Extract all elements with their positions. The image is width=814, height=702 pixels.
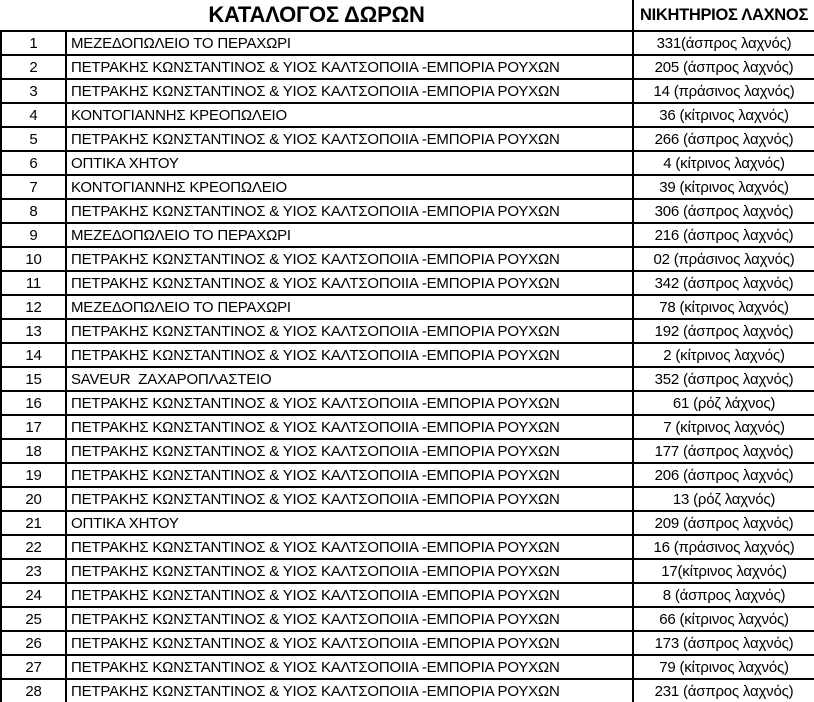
row-number-cell: 23 [1,559,66,583]
table-row [1,391,814,415]
row-number-cell: 26 [1,631,66,655]
shop-name-cell: ΚΟΝΤΟΓΙΑΝΝΗΣ ΚΡΕΟΠΩΛΕΙΟ [66,103,633,127]
table-row [1,439,814,463]
winning-ticket-cell: 352 (άσπρος λαχνός) [633,367,814,391]
row-number-cell: 15 [1,367,66,391]
shop-name-cell: ΠΕΤΡΑΚΗΣ ΚΩΝΣΤΑΝΤΙΝΟΣ & ΥΙΟΣ ΚΑΛΤΣΟΠΟΙΙΑ -ΕΜΠΟΡΙΑ ΡΟΥΧΩΝ [66,247,633,271]
shop-name-cell: ΠΕΤΡΑΚΗΣ ΚΩΝΣΤΑΝΤΙΝΟΣ & ΥΙΟΣ ΚΑΛΤΣΟΠΟΙΙΑ -ΕΜΠΟΡΙΑ ΡΟΥΧΩΝ [66,199,633,223]
table-row [1,151,814,175]
table-row [1,487,814,511]
winning-ticket-cell: 14 (πράσινος λαχνός) [633,79,814,103]
table-row [1,319,814,343]
table-row [1,631,814,655]
shop-name-cell: ΠΕΤΡΑΚΗΣ ΚΩΝΣΤΑΝΤΙΝΟΣ & ΥΙΟΣ ΚΑΛΤΣΟΠΟΙΙΑ -ΕΜΠΟΡΙΑ ΡΟΥΧΩΝ [66,631,633,655]
table-row [1,511,814,535]
row-number-cell: 11 [1,271,66,295]
row-number-cell: 25 [1,607,66,631]
winning-ticket-cell: 02 (πράσινος λαχνός) [633,247,814,271]
row-number-cell: 19 [1,463,66,487]
row-number-cell: 10 [1,247,66,271]
row-number-cell: 12 [1,295,66,319]
table-row [1,79,814,103]
winning-ticket-cell: 266 (άσπρος λαχνός) [633,127,814,151]
shop-name-cell: ΠΕΤΡΑΚΗΣ ΚΩΝΣΤΑΝΤΙΝΟΣ & ΥΙΟΣ ΚΑΛΤΣΟΠΟΙΙΑ -ΕΜΠΟΡΙΑ ΡΟΥΧΩΝ [66,655,633,679]
row-number-cell: 14 [1,343,66,367]
winning-ticket-cell: 205 (άσπρος λαχνός) [633,55,814,79]
winning-ticket-cell: 2 (κίτρινος λαχνός) [633,343,814,367]
winning-ticket-cell: 206 (άσπρος λαχνός) [633,463,814,487]
row-number-cell: 24 [1,583,66,607]
shop-name-cell: ΠΕΤΡΑΚΗΣ ΚΩΝΣΤΑΝΤΙΝΟΣ & ΥΙΟΣ ΚΑΛΤΣΟΠΟΙΙΑ -ΕΜΠΟΡΙΑ ΡΟΥΧΩΝ [66,271,633,295]
row-number-cell: 8 [1,199,66,223]
shop-name-cell: ΠΕΤΡΑΚΗΣ ΚΩΝΣΤΑΝΤΙΝΟΣ & ΥΙΟΣ ΚΑΛΤΣΟΠΟΙΙΑ -ΕΜΠΟΡΙΑ ΡΟΥΧΩΝ [66,343,633,367]
winning-ticket-cell: 4 (κίτρινος λαχνός) [633,151,814,175]
winning-ticket-cell: 231 (άσπρος λαχνός) [633,679,814,702]
header-row [1,0,814,31]
winning-ticket-header: ΝΙΚΗΤΗΡΙΟΣ ΛΑΧΝΟΣ [633,0,814,31]
table-row [1,175,814,199]
table-row [1,559,814,583]
winning-ticket-cell: 61 (ρόζ λάχνος) [633,391,814,415]
table-row [1,199,814,223]
table-row [1,271,814,295]
row-number-cell: 22 [1,535,66,559]
shop-name-cell: ΠΕΤΡΑΚΗΣ ΚΩΝΣΤΑΝΤΙΝΟΣ & ΥΙΟΣ ΚΑΛΤΣΟΠΟΙΙΑ -ΕΜΠΟΡΙΑ ΡΟΥΧΩΝ [66,463,633,487]
shop-name-cell: ΠΕΤΡΑΚΗΣ ΚΩΝΣΤΑΝΤΙΝΟΣ & ΥΙΟΣ ΚΑΛΤΣΟΠΟΙΙΑ -ΕΜΠΟΡΙΑ ΡΟΥΧΩΝ [66,583,633,607]
table-row [1,223,814,247]
winning-ticket-cell: 306 (άσπρος λαχνός) [633,199,814,223]
shop-name-cell: ΜΕΖΕΔΟΠΩΛΕΙΟ ΤΟ ΠΕΡΑΧΩΡΙ [66,223,633,247]
row-number-cell: 9 [1,223,66,247]
winning-ticket-cell: 39 (κίτρινος λαχνός) [633,175,814,199]
row-number-cell: 16 [1,391,66,415]
shop-name-cell: ΠΕΤΡΑΚΗΣ ΚΩΝΣΤΑΝΤΙΝΟΣ & ΥΙΟΣ ΚΑΛΤΣΟΠΟΙΙΑ -ΕΜΠΟΡΙΑ ΡΟΥΧΩΝ [66,55,633,79]
table-row [1,655,814,679]
shop-name-cell: ΠΕΤΡΑΚΗΣ ΚΩΝΣΤΑΝΤΙΝΟΣ & ΥΙΟΣ ΚΑΛΤΣΟΠΟΙΙΑ -ΕΜΠΟΡΙΑ ΡΟΥΧΩΝ [66,607,633,631]
winning-ticket-cell: 16 (πράσινος λαχνός) [633,535,814,559]
table-row [1,247,814,271]
winning-ticket-cell: 342 (άσπρος λαχνός) [633,271,814,295]
shop-name-cell: ΠΕΤΡΑΚΗΣ ΚΩΝΣΤΑΝΤΙΝΟΣ & ΥΙΟΣ ΚΑΛΤΣΟΠΟΙΙΑ -ΕΜΠΟΡΙΑ ΡΟΥΧΩΝ [66,439,633,463]
shop-name-cell: ΠΕΤΡΑΚΗΣ ΚΩΝΣΤΑΝΤΙΝΟΣ & ΥΙΟΣ ΚΑΛΤΣΟΠΟΙΙΑ -ΕΜΠΟΡΙΑ ΡΟΥΧΩΝ [66,415,633,439]
winning-ticket-cell: 216 (άσπρος λαχνός) [633,223,814,247]
shop-name-cell: ΟΠΤΙΚΑ ΧΗΤΟΥ [66,151,633,175]
winning-ticket-cell: 331(άσπρος λαχνός) [633,31,814,55]
shop-name-cell: ΟΠΤΙΚΑ ΧΗΤΟΥ [66,511,633,535]
row-number-cell: 27 [1,655,66,679]
row-number-cell: 6 [1,151,66,175]
shop-name-cell: SAVEUR ΖΑΧΑΡΟΠΛΑΣΤΕΙΟ [66,367,633,391]
row-number-cell: 13 [1,319,66,343]
row-number-cell: 7 [1,175,66,199]
row-number-cell: 21 [1,511,66,535]
row-number-cell: 17 [1,415,66,439]
table-row [1,367,814,391]
row-number-cell: 5 [1,127,66,151]
winning-ticket-cell: 8 (άσπρος λαχνός) [633,583,814,607]
catalog-title: ΚΑΤΑΛΟΓΟΣ ΔΩΡΩΝ [1,0,633,31]
winning-ticket-cell: 7 (κίτρινος λαχνός) [633,415,814,439]
shop-name-cell: ΜΕΖΕΔΟΠΩΛΕΙΟ ΤΟ ΠΕΡΑΧΩΡΙ [66,295,633,319]
table-row [1,679,814,702]
row-number-cell: 2 [1,55,66,79]
table-row [1,343,814,367]
table-row [1,583,814,607]
shop-name-cell: ΠΕΤΡΑΚΗΣ ΚΩΝΣΤΑΝΤΙΝΟΣ & ΥΙΟΣ ΚΑΛΤΣΟΠΟΙΙΑ -ΕΜΠΟΡΙΑ ΡΟΥΧΩΝ [66,559,633,583]
winning-ticket-cell: 173 (άσπρος λαχνός) [633,631,814,655]
row-number-cell: 3 [1,79,66,103]
table-row [1,103,814,127]
winning-ticket-cell: 66 (κίτρινος λαχνός) [633,607,814,631]
shop-name-cell: ΠΕΤΡΑΚΗΣ ΚΩΝΣΤΑΝΤΙΝΟΣ & ΥΙΟΣ ΚΑΛΤΣΟΠΟΙΙΑ -ΕΜΠΟΡΙΑ ΡΟΥΧΩΝ [66,127,633,151]
table-row [1,31,814,55]
row-number-cell: 20 [1,487,66,511]
shop-name-cell: ΠΕΤΡΑΚΗΣ ΚΩΝΣΤΑΝΤΙΝΟΣ & ΥΙΟΣ ΚΑΛΤΣΟΠΟΙΙΑ -ΕΜΠΟΡΙΑ ΡΟΥΧΩΝ [66,487,633,511]
winning-ticket-cell: 192 (άσπρος λαχνός) [633,319,814,343]
winning-ticket-cell: 13 (ρόζ λαχνός) [633,487,814,511]
shop-name-cell: ΠΕΤΡΑΚΗΣ ΚΩΝΣΤΑΝΤΙΝΟΣ & ΥΙΟΣ ΚΑΛΤΣΟΠΟΙΙΑ -ΕΜΠΟΡΙΑ ΡΟΥΧΩΝ [66,391,633,415]
shop-name-cell: ΜΕΖΕΔΟΠΩΛΕΙΟ ΤΟ ΠΕΡΑΧΩΡΙ [66,31,633,55]
shop-name-cell: ΠΕΤΡΑΚΗΣ ΚΩΝΣΤΑΝΤΙΝΟΣ & ΥΙΟΣ ΚΑΛΤΣΟΠΟΙΙΑ -ΕΜΠΟΡΙΑ ΡΟΥΧΩΝ [66,319,633,343]
shop-name-cell: ΚΟΝΤΟΓΙΑΝΝΗΣ ΚΡΕΟΠΩΛΕΙΟ [66,175,633,199]
row-number-cell: 4 [1,103,66,127]
winning-ticket-cell: 36 (κίτρινος λαχνός) [633,103,814,127]
winning-ticket-cell: 78 (κίτρινος λαχνός) [633,295,814,319]
shop-name-cell: ΠΕΤΡΑΚΗΣ ΚΩΝΣΤΑΝΤΙΝΟΣ & ΥΙΟΣ ΚΑΛΤΣΟΠΟΙΙΑ -ΕΜΠΟΡΙΑ ΡΟΥΧΩΝ [66,679,633,702]
shop-name-cell: ΠΕΤΡΑΚΗΣ ΚΩΝΣΤΑΝΤΙΝΟΣ & ΥΙΟΣ ΚΑΛΤΣΟΠΟΙΙΑ -ΕΜΠΟΡΙΑ ΡΟΥΧΩΝ [66,535,633,559]
table-row [1,55,814,79]
table-row [1,415,814,439]
table-body [1,31,814,702]
shop-name-cell: ΠΕΤΡΑΚΗΣ ΚΩΝΣΤΑΝΤΙΝΟΣ & ΥΙΟΣ ΚΑΛΤΣΟΠΟΙΙΑ -ΕΜΠΟΡΙΑ ΡΟΥΧΩΝ [66,79,633,103]
row-number-cell: 28 [1,679,66,702]
table-row [1,463,814,487]
winning-ticket-cell: 17(κίτρινος λαχνός) [633,559,814,583]
table-row [1,607,814,631]
winning-ticket-cell: 177 (άσπρος λαχνός) [633,439,814,463]
table-row [1,295,814,319]
row-number-cell: 18 [1,439,66,463]
row-number-cell: 1 [1,31,66,55]
winning-ticket-cell: 209 (άσπρος λαχνός) [633,511,814,535]
winning-ticket-cell: 79 (κίτρινος λαχνός) [633,655,814,679]
table-row [1,535,814,559]
table-row [1,127,814,151]
